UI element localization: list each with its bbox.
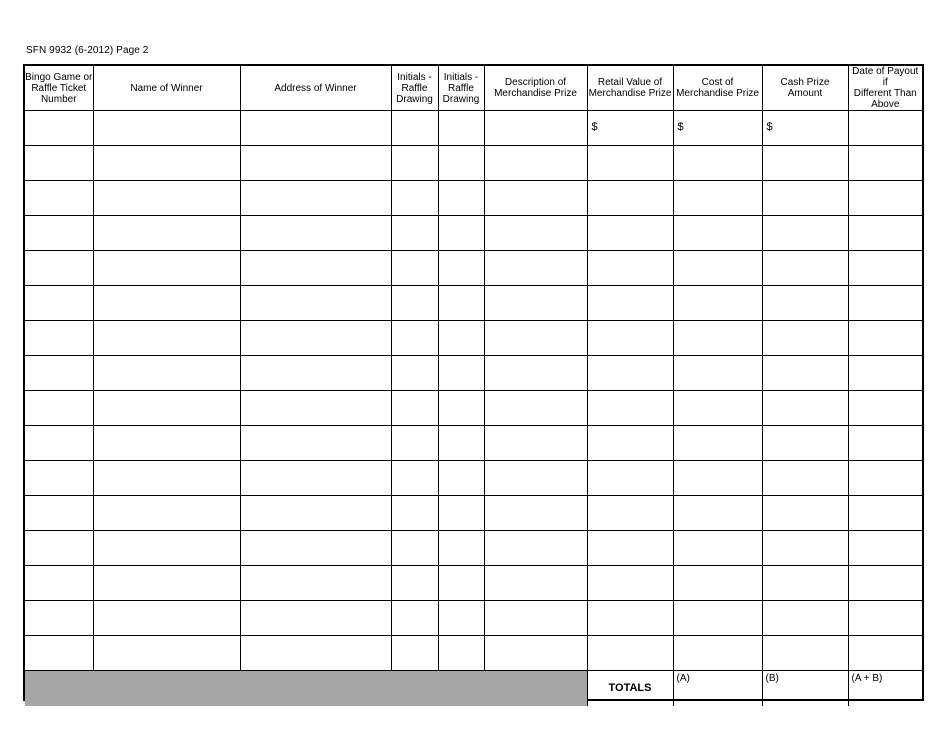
initials-2-field[interactable] — [438, 111, 484, 146]
cash-prize-field[interactable] — [762, 216, 848, 251]
winner-name-field[interactable] — [93, 356, 240, 391]
header-retail-value-line: Retail Value of — [597, 77, 663, 88]
retail-value-field[interactable] — [587, 531, 673, 566]
initials-1-field[interactable] — [391, 496, 438, 531]
table-row — [25, 356, 922, 391]
merch-description-field[interactable] — [484, 636, 587, 671]
cash-prize-field[interactable] — [762, 356, 848, 391]
initials-2-field[interactable] — [438, 181, 484, 216]
initials-2-field[interactable] — [438, 321, 484, 356]
initials-1-field[interactable] — [391, 251, 438, 286]
header-initials-2-line: Initials - — [443, 71, 479, 83]
total-a-field[interactable] — [673, 671, 762, 706]
merch-description-field[interactable] — [484, 461, 587, 496]
cash-prize-field[interactable] — [762, 146, 848, 181]
initials-1-field[interactable] — [391, 566, 438, 601]
cash-prize-field[interactable] — [762, 531, 848, 566]
winner-address-field[interactable] — [240, 531, 391, 566]
winner-address-field[interactable] — [240, 321, 391, 356]
header-cash-prize — [762, 66, 848, 111]
header-ticket-number-line: Raffle Ticket — [31, 82, 87, 94]
cash-prize-field[interactable] — [762, 391, 848, 426]
header-merch-cost-line: Merchandise Prize — [676, 88, 759, 99]
merch-description-field[interactable] — [484, 391, 587, 426]
totals-row — [25, 671, 922, 706]
initials-2-field[interactable] — [438, 426, 484, 461]
total-a-mark: (A) — [676, 673, 690, 684]
ticket-number-field[interactable] — [25, 286, 93, 321]
header-initials-1 — [391, 66, 438, 111]
initials-1-field[interactable] — [391, 321, 438, 356]
table-body — [25, 111, 922, 706]
header-merch-description-line: Description of — [504, 77, 567, 88]
winner-address-field[interactable] — [240, 461, 391, 496]
dollar-sign: $ — [677, 121, 684, 133]
total-b-mark: (B) — [765, 673, 779, 684]
table-row — [25, 566, 922, 601]
prize-winners-table-frame — [23, 64, 924, 701]
table-row — [25, 426, 922, 461]
merch-description-field[interactable] — [484, 146, 587, 181]
winner-name-field[interactable] — [93, 251, 240, 286]
retail-value-field[interactable] — [587, 356, 673, 391]
retail-value-field[interactable] — [587, 286, 673, 321]
merch-description-field[interactable] — [484, 216, 587, 251]
initials-2-field[interactable] — [438, 531, 484, 566]
totals-shaded-area — [25, 671, 587, 706]
initials-2-field[interactable] — [438, 391, 484, 426]
ticket-number-field[interactable] — [25, 461, 93, 496]
header-initials-2-line: Raffle — [448, 82, 474, 94]
merch-description-field[interactable] — [484, 111, 587, 146]
initials-1-field[interactable] — [391, 111, 438, 146]
payout-date-field[interactable] — [848, 426, 922, 461]
merch-cost-field[interactable] — [673, 356, 762, 391]
winner-address-field[interactable] — [240, 251, 391, 286]
retail-value-field[interactable] — [587, 601, 673, 636]
header-payout-date-line: Above — [871, 99, 900, 110]
winner-name-field[interactable] — [93, 111, 240, 146]
initials-1-field[interactable] — [391, 426, 438, 461]
merch-description-field[interactable] — [484, 321, 587, 356]
total-b-field[interactable] — [762, 671, 848, 706]
initials-1-field[interactable] — [391, 216, 438, 251]
payout-date-field[interactable] — [848, 461, 922, 496]
payout-date-field[interactable] — [848, 391, 922, 426]
winner-address-field[interactable] — [240, 286, 391, 321]
winner-address-field[interactable] — [240, 636, 391, 671]
merch-description-field[interactable] — [484, 601, 587, 636]
merch-description-field[interactable] — [484, 251, 587, 286]
payout-date-field[interactable] — [848, 146, 922, 181]
initials-1-field[interactable] — [391, 146, 438, 181]
cash-prize-field[interactable] — [762, 426, 848, 461]
payout-date-field[interactable] — [848, 111, 922, 146]
initials-2-field[interactable] — [438, 496, 484, 531]
winner-name-field[interactable] — [93, 636, 240, 671]
header-winner-address-line: Address of Winner — [274, 82, 357, 94]
initials-2-field[interactable] — [438, 636, 484, 671]
initials-2-field[interactable] — [438, 216, 484, 251]
payout-date-field[interactable] — [848, 216, 922, 251]
cash-prize-field[interactable] — [762, 111, 848, 146]
header-initials-2 — [438, 66, 484, 111]
table-row — [25, 636, 922, 671]
header-winner-address — [240, 66, 391, 111]
retail-value-field[interactable] — [587, 566, 673, 601]
winner-address-field[interactable] — [240, 496, 391, 531]
payout-date-field[interactable] — [848, 601, 922, 636]
winner-name-field[interactable] — [93, 426, 240, 461]
merch-cost-field[interactable] — [673, 461, 762, 496]
cash-prize-field[interactable] — [762, 251, 848, 286]
winner-name-field[interactable] — [93, 461, 240, 496]
header-retail-value — [587, 66, 673, 111]
total-sum-field[interactable] — [848, 671, 922, 706]
initials-1-field[interactable] — [391, 601, 438, 636]
prize-winners-table — [25, 66, 922, 706]
initials-1-field[interactable] — [391, 391, 438, 426]
table-row — [25, 146, 922, 181]
initials-2-field[interactable] — [438, 601, 484, 636]
merch-cost-field[interactable] — [673, 286, 762, 321]
initials-2-field[interactable] — [438, 251, 484, 286]
cash-prize-field[interactable] — [762, 321, 848, 356]
ticket-number-field[interactable] — [25, 356, 93, 391]
header-winner-name-line: Name of Winner — [130, 82, 203, 94]
ticket-number-field[interactable] — [25, 531, 93, 566]
winner-name-field[interactable] — [93, 566, 240, 601]
header-payout-date-line: Date of Payout if — [852, 66, 919, 88]
initials-1-field[interactable] — [391, 531, 438, 566]
initials-1-field[interactable] — [391, 461, 438, 496]
header-winner-name — [93, 66, 240, 111]
winner-address-field[interactable] — [240, 356, 391, 391]
payout-date-field[interactable] — [848, 636, 922, 671]
header-ticket-number — [25, 66, 93, 111]
merch-description-field[interactable] — [484, 181, 587, 216]
merch-description-field[interactable] — [484, 531, 587, 566]
ticket-number-field[interactable] — [25, 146, 93, 181]
retail-value-field[interactable] — [587, 216, 673, 251]
dollar-sign: $ — [766, 121, 773, 133]
initials-2-field[interactable] — [438, 286, 484, 321]
header-merch-cost — [673, 66, 762, 111]
retail-value-field[interactable] — [587, 391, 673, 426]
payout-date-field[interactable] — [848, 496, 922, 531]
merch-description-field[interactable] — [484, 356, 587, 391]
table-row — [25, 286, 922, 321]
total-sum-mark: (A + B) — [851, 673, 883, 684]
header-initials-1-line: Raffle — [401, 82, 428, 94]
merch-cost-field[interactable] — [673, 251, 762, 286]
winner-name-field[interactable] — [93, 321, 240, 356]
winner-name-field[interactable] — [93, 181, 240, 216]
payout-date-field[interactable] — [848, 181, 922, 216]
merch-cost-field[interactable] — [673, 601, 762, 636]
merch-cost-field[interactable] — [673, 391, 762, 426]
retail-value-field[interactable] — [587, 251, 673, 286]
winner-address-field[interactable] — [240, 181, 391, 216]
merch-cost-field[interactable] — [673, 426, 762, 461]
header-initials-1-line: Initials - — [397, 71, 432, 83]
table-row — [25, 496, 922, 531]
header-merch-description-line: Merchandise Prize — [494, 88, 577, 99]
payout-date-field[interactable] — [848, 531, 922, 566]
table-row — [25, 601, 922, 636]
winner-name-field[interactable] — [93, 531, 240, 566]
header-initials-1-line: Drawing — [396, 93, 433, 105]
initials-1-field[interactable] — [391, 286, 438, 321]
table-row — [25, 111, 922, 146]
cash-prize-field[interactable] — [762, 566, 848, 601]
winner-address-field[interactable] — [240, 391, 391, 426]
merch-description-field[interactable] — [484, 496, 587, 531]
merch-description-field[interactable] — [484, 566, 587, 601]
initials-2-field[interactable] — [438, 356, 484, 391]
cash-prize-field[interactable] — [762, 181, 848, 216]
cash-prize-field[interactable] — [762, 461, 848, 496]
payout-date-field[interactable] — [848, 356, 922, 391]
winner-address-field[interactable] — [240, 146, 391, 181]
header-cash-prize-line: Cash Prize — [780, 77, 830, 88]
initials-1-field[interactable] — [391, 181, 438, 216]
merch-description-field[interactable] — [484, 286, 587, 321]
table-row — [25, 216, 922, 251]
retail-value-field[interactable] — [587, 636, 673, 671]
winner-name-field[interactable] — [93, 216, 240, 251]
merch-cost-field[interactable] — [673, 111, 762, 146]
merch-cost-field[interactable] — [673, 496, 762, 531]
table-row — [25, 181, 922, 216]
initials-2-field[interactable] — [438, 461, 484, 496]
initials-2-field[interactable] — [438, 146, 484, 181]
ticket-number-field[interactable] — [25, 181, 93, 216]
retail-value-field[interactable] — [587, 496, 673, 531]
retail-value-field[interactable] — [587, 111, 673, 146]
winner-address-field[interactable] — [240, 216, 391, 251]
ticket-number-field[interactable] — [25, 601, 93, 636]
winner-name-field[interactable] — [93, 601, 240, 636]
winner-address-field[interactable] — [240, 426, 391, 461]
header-payout-date — [848, 66, 922, 111]
table-row — [25, 461, 922, 496]
cash-prize-field[interactable] — [762, 636, 848, 671]
initials-1-field[interactable] — [391, 636, 438, 671]
merch-description-field[interactable] — [484, 426, 587, 461]
winner-address-field[interactable] — [240, 566, 391, 601]
merch-cost-field[interactable] — [673, 636, 762, 671]
winner-name-field[interactable] — [93, 286, 240, 321]
header-ticket-number-line: Bingo Game or — [25, 71, 93, 83]
retail-value-field[interactable] — [587, 146, 673, 181]
table-row — [25, 251, 922, 286]
retail-value-field[interactable] — [587, 461, 673, 496]
ticket-number-field[interactable] — [25, 496, 93, 531]
payout-date-field[interactable] — [848, 566, 922, 601]
retail-value-field[interactable] — [587, 321, 673, 356]
ticket-number-field[interactable] — [25, 111, 93, 146]
winner-name-field[interactable] — [93, 391, 240, 426]
winner-name-field[interactable] — [93, 146, 240, 181]
totals-label: TOTALS — [587, 671, 673, 706]
initials-1-field[interactable] — [391, 356, 438, 391]
merch-cost-field[interactable] — [673, 181, 762, 216]
ticket-number-field[interactable] — [25, 566, 93, 601]
merch-cost-field[interactable] — [673, 321, 762, 356]
winner-address-field[interactable] — [240, 601, 391, 636]
winner-name-field[interactable] — [93, 496, 240, 531]
ticket-number-field[interactable] — [25, 321, 93, 356]
cash-prize-field[interactable] — [762, 496, 848, 531]
payout-date-field[interactable] — [848, 321, 922, 356]
ticket-number-field[interactable] — [25, 636, 93, 671]
payout-date-field[interactable] — [848, 286, 922, 321]
cash-prize-field[interactable] — [762, 286, 848, 321]
header-merch-description — [484, 66, 587, 111]
table-row — [25, 531, 922, 566]
table-row — [25, 391, 922, 426]
form-id: SFN 9932 (6-2012) Page 2 — [26, 45, 149, 56]
ticket-number-field[interactable] — [25, 391, 93, 426]
header-initials-2-line: Drawing — [442, 93, 480, 105]
dollar-sign: $ — [591, 121, 598, 133]
ticket-number-field[interactable] — [25, 251, 93, 286]
merch-cost-field[interactable] — [673, 531, 762, 566]
merch-cost-field[interactable] — [673, 216, 762, 251]
ticket-number-field[interactable] — [25, 216, 93, 251]
winner-address-field[interactable] — [240, 111, 391, 146]
retail-value-field[interactable] — [587, 181, 673, 216]
header-cash-prize-line: Amount — [787, 88, 823, 99]
merch-cost-field[interactable] — [673, 146, 762, 181]
payout-date-field[interactable] — [848, 251, 922, 286]
header-row — [25, 66, 922, 111]
table-row — [25, 321, 922, 356]
header-ticket-number-line: Number — [40, 93, 77, 105]
retail-value-field[interactable] — [587, 426, 673, 461]
header-retail-value-line: Merchandise Prize — [588, 88, 672, 99]
initials-2-field[interactable] — [438, 566, 484, 601]
cash-prize-field[interactable] — [762, 601, 848, 636]
header-payout-date-line: Different Than — [853, 88, 917, 99]
ticket-number-field[interactable] — [25, 426, 93, 461]
merch-cost-field[interactable] — [673, 566, 762, 601]
header-merch-cost-line: Cost of — [701, 77, 734, 88]
